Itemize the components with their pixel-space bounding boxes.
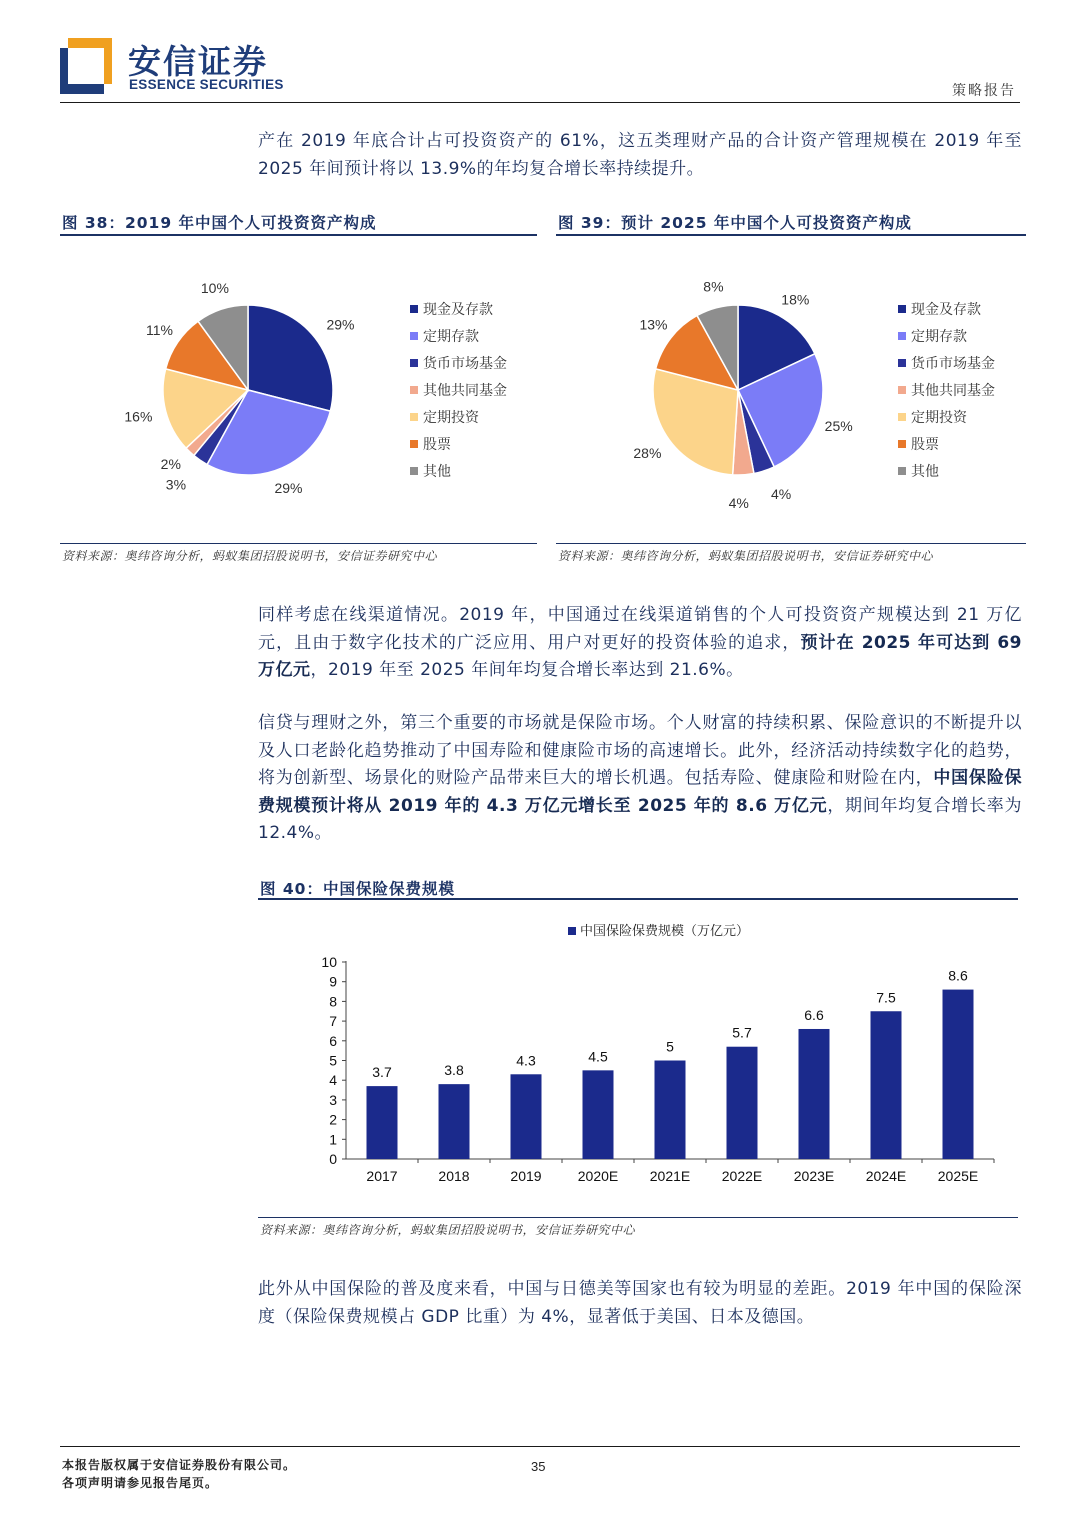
fig40-title-rule <box>258 898 1018 900</box>
paragraph-3 <box>258 710 1022 848</box>
fig38-source: 资料来源：奥纬咨询分析，蚂蚁集团招股说明书，安信证券研究中心 <box>62 549 438 563</box>
fig39-legend-label: 现金及存款 <box>911 301 981 318</box>
paragraph-4: 此外从中国保险的普及度来看，中国与日德美等国家也有较为明显的差距。2019 年中国的保险深度（保险保费规模占 GDP 比重）为 4%，显著低于美国、日本及德国。 <box>258 1279 1022 1327</box>
fig38-source-rule <box>60 543 537 544</box>
fig40-x-tick-label: 2021E <box>649 1168 691 1184</box>
fig38-legend-swatch <box>410 386 418 394</box>
fig40-y-tick-label: 0 <box>329 1151 337 1167</box>
fig39-legend-label: 定期存款 <box>911 328 967 345</box>
logo-chinese-name: 安信证券 <box>128 42 268 81</box>
fig38-legend-label: 股票 <box>423 436 451 453</box>
fig40-source-rule <box>258 1217 1018 1218</box>
fig39-legend-label: 其他共同基金 <box>911 382 995 399</box>
fig39-legend-item <box>898 430 995 457</box>
footer-disclaimer: 各项声明请参见报告尾页。 <box>62 1476 219 1490</box>
fig40-value-label: 3.7 <box>372 1064 392 1081</box>
fig40-bar-2019 <box>511 1074 542 1159</box>
fig40-bar-2024E <box>871 1011 902 1159</box>
fig40-y-tick-label: 1 <box>329 1131 337 1148</box>
fig40-y-tick-label: 8 <box>329 993 337 1010</box>
paragraph-2-text-b: ，2019 年至 2025 年间年均复合增长率达到 21.6%。 <box>310 660 744 680</box>
fig39-data-label-5: 28% <box>633 444 662 461</box>
fig38-title: 图 38：2019 年中国个人可投资资产构成 <box>62 214 377 232</box>
fig38-data-label-5: 16% <box>124 408 153 425</box>
fig39-source: 资料来源：奥纬咨询分析，蚂蚁集团招股说明书，安信证券研究中心 <box>558 549 934 563</box>
fig38-pie-chart <box>100 270 400 510</box>
fig38-legend-item <box>410 322 507 349</box>
fig40-x-tick-label: 2018 <box>438 1168 470 1184</box>
fig39-data-label-2: 25% <box>824 418 853 435</box>
fig39-legend-swatch <box>898 413 906 421</box>
fig40-bar-2017 <box>367 1086 398 1159</box>
footer-divider <box>60 1446 1020 1447</box>
fig40-legend-swatch <box>568 927 576 935</box>
fig38-legend-label: 货币市场基金 <box>423 355 507 372</box>
fig38-legend-item <box>410 430 507 457</box>
fig38-legend-swatch <box>410 467 418 475</box>
fig38-title-rule <box>60 234 537 236</box>
fig38-legend-item <box>410 457 507 484</box>
fig39-legend-item <box>898 349 995 376</box>
fig40-y-tick-label: 10 <box>321 954 337 970</box>
fig39-legend-swatch <box>898 440 906 448</box>
fig39-pie-chart <box>590 270 890 510</box>
paragraph-1: 产在 2019 年底合计占可投资资产的 61%，这五类理财产品的合计资产管理规模在 2019 年至 2025 年间预计将以 13.9%的年均复合增长率持续提升。 <box>258 131 1022 179</box>
paragraph-2-highlight: 预计在 2025 年可达到 69 万亿元 <box>258 632 1022 680</box>
fig39-legend-swatch <box>898 332 906 340</box>
fig40-value-label: 3.8 <box>444 1062 464 1079</box>
fig39-data-label-3: 4% <box>770 485 792 502</box>
fig40-y-tick-label: 6 <box>329 1032 337 1049</box>
fig39-legend-item <box>898 403 995 430</box>
paragraph-3-text-a: 信贷与理财之外，第三个重要的市场就是保险市场。个人财富的持续积累、保险意识的不断提升以及人口老龄化趋势推动了中国寿险和健康险市场的高速增长。此外，经济活动持续数字化的趋势，将为创新型、场景化的财险产品带来巨大的增长机遇。包括寿险、健康险和财险在内， <box>258 713 1022 788</box>
fig40-legend <box>568 920 749 939</box>
fig40-y-tick-label: 4 <box>329 1072 337 1089</box>
fig39-data-label-1: 18% <box>781 291 810 308</box>
fig40-bar-2022E <box>727 1047 758 1159</box>
fig38-data-label-2: 29% <box>274 480 303 497</box>
fig39-legend-label: 定期投资 <box>911 409 967 426</box>
fig38-legend-swatch <box>410 413 418 421</box>
fig40-bar-2020E <box>583 1070 614 1159</box>
fig40-x-tick-label: 2020E <box>577 1168 619 1184</box>
fig39-legend-swatch <box>898 305 906 313</box>
fig39-legend-item <box>898 457 995 484</box>
fig38-legend-item <box>410 403 507 430</box>
fig40-bar-chart <box>300 945 1000 1195</box>
fig40-bar-2018 <box>439 1084 470 1159</box>
fig38-legend-swatch <box>410 305 418 313</box>
fig39-legend-item <box>898 376 995 403</box>
fig40-value-label: 5.7 <box>732 1024 752 1041</box>
fig38-data-label-1: 29% <box>326 316 355 333</box>
fig39-legend-swatch <box>898 386 906 394</box>
fig40-bar-2021E <box>655 1061 686 1160</box>
fig39-title: 图 39：预计 2025 年中国个人可投资资产构成 <box>558 214 912 232</box>
fig39-data-label-6: 13% <box>639 316 668 333</box>
fig38-legend-label: 现金及存款 <box>423 301 493 318</box>
fig40-y-tick-label: 5 <box>329 1052 337 1069</box>
fig39-title-rule <box>556 234 1026 236</box>
fig40-x-tick-label: 2024E <box>865 1168 907 1184</box>
fig38-legend <box>410 295 507 484</box>
fig40-y-tick-label: 7 <box>329 1013 337 1030</box>
fig40-x-tick-label: 2023E <box>793 1168 835 1184</box>
fig39-source-rule <box>556 543 1026 544</box>
fig39-legend-swatch <box>898 359 906 367</box>
fig40-y-tick-label: 3 <box>329 1091 337 1108</box>
fig40-x-tick-label: 2022E <box>721 1168 763 1184</box>
fig38-legend-label: 定期投资 <box>423 409 479 426</box>
fig40-x-tick-label: 2017 <box>366 1168 398 1184</box>
fig39-legend-label: 其他 <box>911 463 939 480</box>
fig38-legend-label: 其他共同基金 <box>423 382 507 399</box>
fig38-legend-swatch <box>410 359 418 367</box>
report-type: 策略报告 <box>952 83 1016 99</box>
fig38-legend-label: 定期存款 <box>423 328 479 345</box>
fig38-data-label-4: 2% <box>160 456 181 472</box>
paragraph-3-text-b: ，期间年均复合增长率为 12.4%。 <box>258 795 1022 843</box>
fig38-legend-item <box>410 295 507 322</box>
fig39-legend-label: 股票 <box>911 436 939 453</box>
logo-icon <box>60 38 112 94</box>
fig40-value-label: 5 <box>666 1038 674 1055</box>
fig39-legend <box>898 295 995 484</box>
fig39-data-label-7: 8% <box>703 278 724 295</box>
fig39-legend-label: 货币市场基金 <box>911 355 995 372</box>
fig40-value-label: 7.5 <box>876 989 896 1006</box>
fig40-source: 资料来源：奥纬咨询分析，蚂蚁集团招股说明书，安信证券研究中心 <box>260 1223 636 1237</box>
fig40-value-label: 4.5 <box>588 1048 608 1065</box>
footer-copyright: 本报告版权属于安信证券股份有限公司。 <box>62 1458 297 1472</box>
fig38-legend-item <box>410 376 507 403</box>
paragraph-2 <box>258 602 1022 685</box>
fig38-data-label-6: 11% <box>146 321 173 338</box>
paragraph-2-text-a: 同样考虑在线渠道情况。2019 年，中国通过在线渠道销售的个人可投资资产规模达到 21 万亿元，且由于数字化技术的广泛应用、用户对更好的投资体验的追求， <box>258 605 1022 653</box>
logo-english-name: ESSENCE SECURITIES <box>129 77 284 92</box>
fig38-legend-item <box>410 349 507 376</box>
fig38-data-label-3: 3% <box>165 476 187 493</box>
fig40-value-label: 4.3 <box>516 1052 536 1069</box>
fig38-legend-label: 其他 <box>423 463 451 480</box>
footer-notice <box>62 1456 296 1492</box>
fig40-x-tick-label: 2019 <box>510 1168 542 1184</box>
fig39-legend-swatch <box>898 467 906 475</box>
fig40-value-label: 8.6 <box>948 967 968 984</box>
fig39-legend-item <box>898 322 995 349</box>
fig40-y-tick-label: 9 <box>329 973 337 990</box>
fig38-legend-swatch <box>410 440 418 448</box>
fig40-x-tick-label: 2025E <box>937 1168 979 1184</box>
fig39-legend-item <box>898 295 995 322</box>
fig38-data-label-7: 10% <box>200 280 229 297</box>
fig40-bar-2023E <box>799 1029 830 1159</box>
fig40-y-tick-label: 2 <box>329 1111 337 1128</box>
fig40-legend-label: 中国保险保费规模（万亿元） <box>580 924 750 939</box>
fig40-value-label: 6.6 <box>804 1006 824 1023</box>
fig39-data-label-4: 4% <box>728 494 749 510</box>
header-divider <box>60 102 1020 103</box>
fig40-title: 图 40：中国保险保费规模 <box>260 880 455 898</box>
fig38-legend-swatch <box>410 332 418 340</box>
paragraph-3-highlight: 中国保险保费规模预计将从 2019 年的 4.3 万亿元增长至 2025 年的 8.6 万亿元 <box>258 768 1023 816</box>
fig40-bar-2025E <box>943 990 974 1159</box>
page-number: 35 <box>531 1459 546 1474</box>
